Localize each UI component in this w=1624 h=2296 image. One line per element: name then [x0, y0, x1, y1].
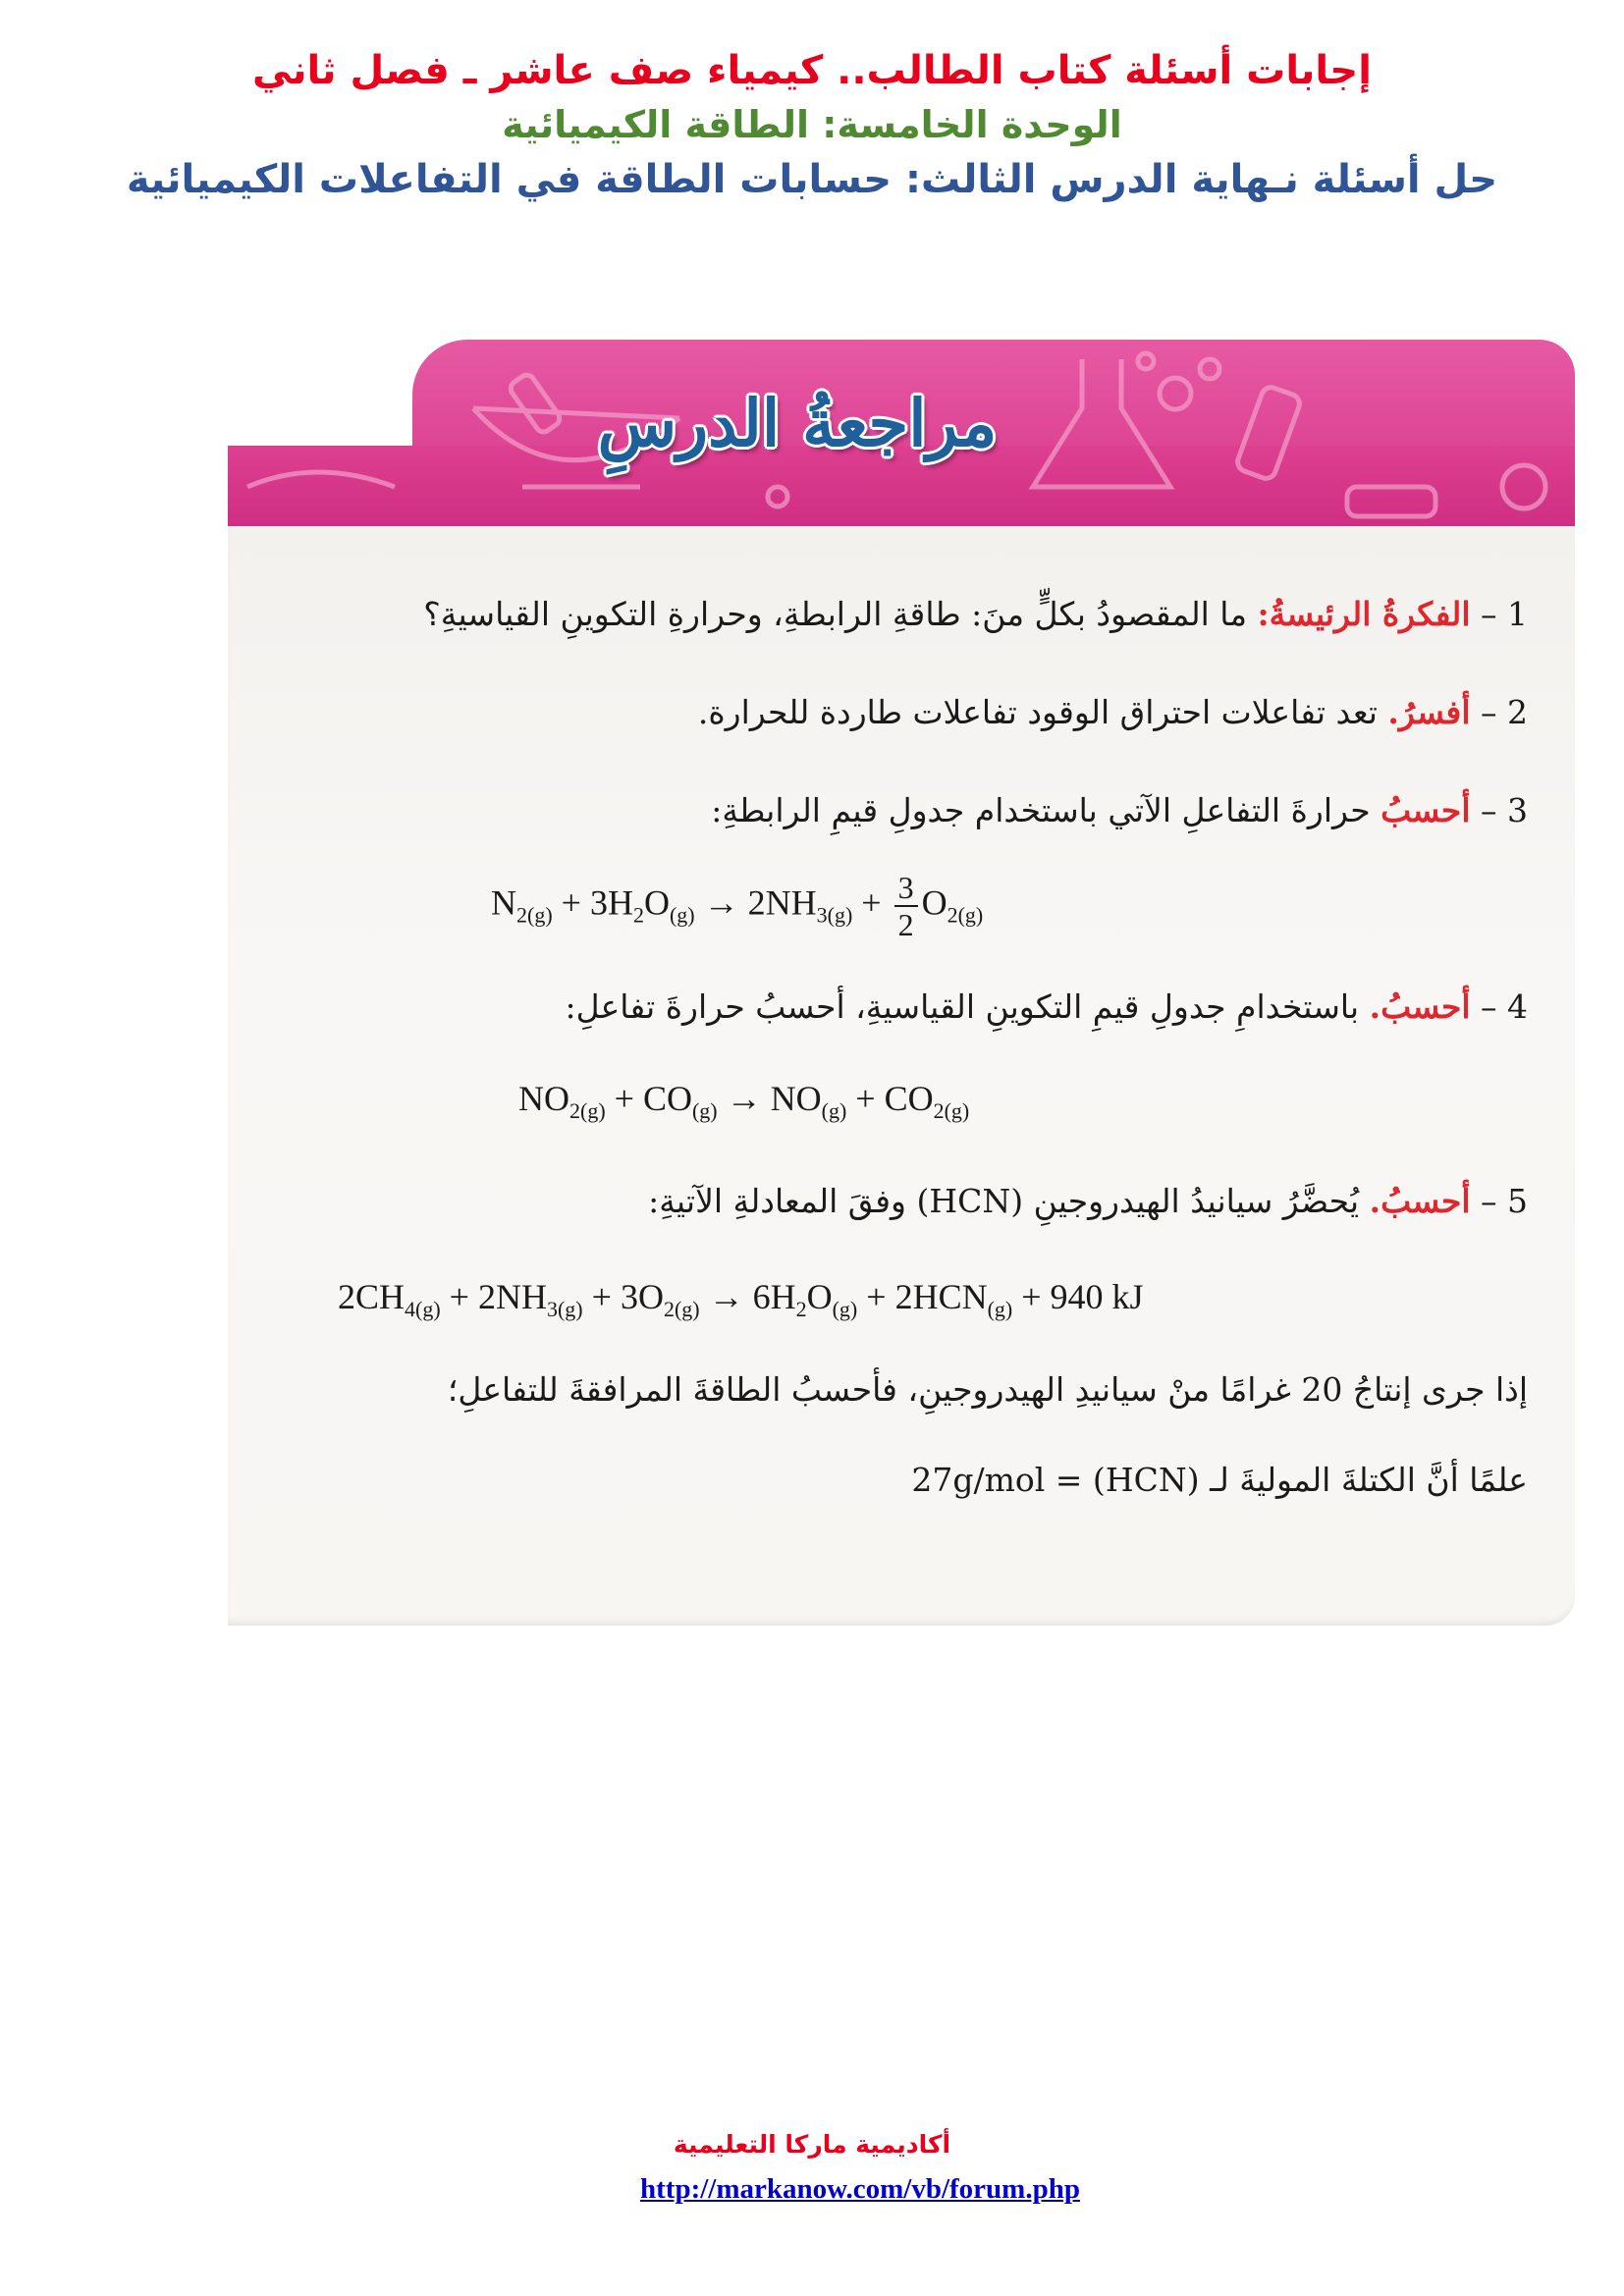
question-number: 4 –	[1470, 988, 1528, 1026]
equation-5: $2CH_{4(g)} + 2NH_{3(g)} + 3O_{2(g)} \to 6H_2O_{(g)} + 2HCN_{(g)} + 940$ kJ	[338, 1277, 1144, 1322]
question-number: 1 –	[1470, 595, 1528, 633]
question-number: 2 –	[1470, 693, 1528, 731]
question-text: تعد تفاعلات احتراق الوقود تفاعلات طاردة للحرارة.	[697, 693, 1388, 731]
question-text: حرارةَ التفاعلِ الآتي باستخدام جدولِ قيمِ الرابطةِ:	[711, 791, 1381, 829]
header-lesson: حل أسئلة نـهاية الدرس الثالث: حسابات الطاقة في التفاعلات الكيميائية	[126, 157, 1498, 202]
question-number: 3 –	[1470, 791, 1528, 829]
header-title: إجابات أسئلة كتاب الطالب.. كيمياء صف عاشر ـ فصل ثاني	[252, 48, 1372, 93]
question-4	[566, 988, 1529, 1026]
question-keyword: الفكرةُ الرئيسةُ:	[1257, 595, 1471, 633]
question-keyword: أحسبُ.	[1369, 1182, 1471, 1220]
footer-academy-name: أكاديمية ماركا التعليمية	[673, 2130, 951, 2159]
review-title: مراجعةُ الدرسِ	[597, 385, 998, 461]
equation-4: $NO_{2(g)} + CO_{(g)} \to NO_{(g)} + CO_{2(g)}$	[518, 1079, 970, 1124]
question-keyword: أحسبُ.	[1369, 988, 1471, 1026]
question-number: 5 –	[1470, 1182, 1528, 1220]
question-keyword: أفسرُ.	[1387, 693, 1471, 731]
fraction-three-halves: $\frac{3}{2}$	[894, 870, 918, 942]
lesson-review-box	[228, 340, 1575, 1626]
question-5	[648, 1182, 1528, 1220]
equation-3: $N_{2(g)} + 3H_2O_{(g)} \to 2NH_{3(g)}$ + $\frac{3}{2}$ $O_{2(g)}$	[491, 870, 984, 942]
question-text: ما المقصودُ بكلٍّ منَ: طاقةِ الرابطةِ، وحرارةِ التكوينِ القياسيةِ؟	[423, 595, 1258, 633]
question-5-text-line-3: علمًا أنَّ الكتلةَ الموليةَ لـ (HCN) = 27g/mol	[911, 1461, 1528, 1499]
question-1	[423, 595, 1528, 633]
question-2	[698, 693, 1528, 731]
question-keyword: أحسبُ	[1380, 791, 1471, 829]
header-unit: الوحدة الخامسة: الطاقة الكيميائية	[502, 103, 1122, 146]
question-5-text-line-2: إذا جرى إنتاجُ 20 غرامًا منْ سيانيدِ الهيدروجينِ، فأحسبُ الطاقةَ المرافقةَ للتفاعلِ؛	[447, 1370, 1528, 1409]
question-text: يُحضَّرُ سيانيدُ الهيدروجينِ (HCN) وفقَ المعادلةِ الآتيةِ:	[648, 1182, 1370, 1220]
footer-forum-link[interactable]: http://markanow.com/vb/forum.php	[640, 2173, 1080, 2205]
question-text: باستخدامِ جدولِ قيمِ التكوينِ القياسيةِ، أحسبُ حرارةَ تفاعلِ:	[565, 988, 1370, 1026]
question-3	[711, 791, 1528, 829]
page-header	[0, 43, 1624, 208]
